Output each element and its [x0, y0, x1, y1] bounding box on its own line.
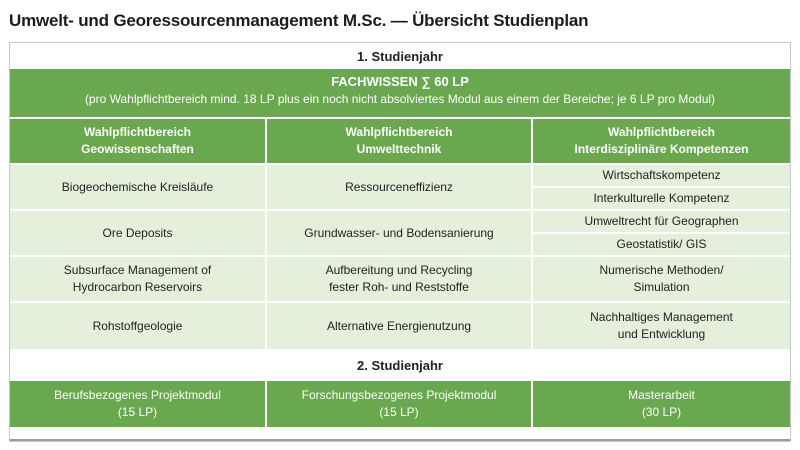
module-cell: [10, 257, 267, 303]
module-name-line2: Simulation: [633, 280, 690, 294]
module-name: Alternative Energienutzung: [326, 318, 472, 333]
column-header-umwelttechnik: [267, 119, 533, 165]
module-cell-split: [533, 211, 790, 257]
module-cell: [10, 165, 267, 211]
masterarbeit: [533, 381, 790, 427]
year1-label: 1. Studienjahr: [357, 48, 443, 64]
year2-row: [10, 381, 790, 427]
module-name: Rohstoffgeologie: [92, 318, 183, 333]
forschungsbezogenes-projektmodul: [267, 381, 533, 427]
year2-item-line1: Masterarbeit: [628, 388, 695, 402]
module-cell: [533, 303, 790, 349]
column-header-line1: Wahlpflichtbereich: [84, 125, 191, 139]
year1-header: [10, 43, 790, 69]
module-name-line1: Nachhaltiges Management: [590, 310, 733, 324]
module-name: Umweltrecht für Geographen: [533, 211, 790, 234]
module-name: Interkulturelle Kompetenz: [593, 191, 730, 205]
module-name-line1: Numerische Methoden/: [599, 263, 724, 277]
module-row: [10, 165, 790, 211]
module-cell: [267, 303, 533, 349]
year2-label: 2. Studienjahr: [357, 357, 443, 373]
column-header-geowissenschaften: [10, 119, 267, 165]
study-plan-table: [9, 42, 791, 442]
column-header-line1: Wahlpflichtbereich: [608, 125, 715, 139]
module-name-line2: und Entwicklung: [617, 327, 706, 341]
module-name-line2: fester Roh- und Reststoffe: [329, 280, 469, 294]
column-header-interdisziplinaer: [533, 119, 790, 165]
module-row: [10, 211, 790, 257]
module-cell: [10, 211, 267, 257]
module-split: [533, 165, 790, 209]
page-title: Umwelt- und Georessourcenmanagement M.Sc. — Übersicht Studienplan: [9, 11, 589, 30]
module-cell: [267, 165, 533, 211]
column-header-line2: Geowissenschaften: [81, 142, 194, 156]
module-name: Wirtschaftskompetenz: [533, 165, 790, 188]
module-cell: [267, 257, 533, 303]
module-split: [533, 211, 790, 255]
module-name: Grundwasser- und Bodensanierung: [304, 225, 494, 240]
module-name-line1: Aufbereitung und Recycling: [325, 263, 473, 277]
module-name-line1: Subsurface Management of: [63, 263, 212, 277]
module-name-line2: Hydrocarbon Reservoirs: [72, 280, 203, 294]
module-cell: [267, 211, 533, 257]
year2-item-line1: Berufsbezogenes Projektmodul: [54, 388, 221, 402]
module-cell: [533, 257, 790, 303]
module-name: Biogeochemische Kreisläufe: [61, 179, 214, 194]
module-name: Geostatistik/ GIS: [616, 237, 707, 251]
module-name: Ressourceneffizienz: [345, 179, 453, 194]
column-header-line1: Wahlpflichtbereich: [345, 125, 453, 139]
year2-header: [10, 349, 790, 381]
fachwissen-title: FACHWISSEN ∑ 60 LP: [331, 74, 469, 89]
module-cell-split: [533, 165, 790, 211]
column-header-line2: Interdisziplinäre Kompetenzen: [574, 142, 749, 156]
year2-item-line2: (30 LP): [641, 405, 682, 419]
year2-item-line1: Forschungsbezogenes Projektmodul: [301, 388, 497, 402]
bottom-rule: [10, 439, 790, 441]
column-header-line2: Umwelttechnik: [356, 142, 442, 156]
module-cell: [10, 303, 267, 349]
year2-item-line2: (15 LP): [117, 405, 158, 419]
module-row: [10, 257, 790, 303]
module-row: [10, 303, 790, 349]
fachwissen-subtitle: (pro Wahlpflichtbereich mind. 18 LP plus ein noch nicht absolviertes Modul aus einem der Bereiche; je 6 LP pro Modul): [84, 92, 716, 106]
module-name: Ore Deposits: [102, 225, 173, 240]
year2-item-line2: (15 LP): [379, 405, 419, 419]
berufsbezogenes-projektmodul: [10, 381, 267, 427]
column-header-row: [10, 119, 790, 165]
fachwissen-banner: [10, 69, 790, 119]
